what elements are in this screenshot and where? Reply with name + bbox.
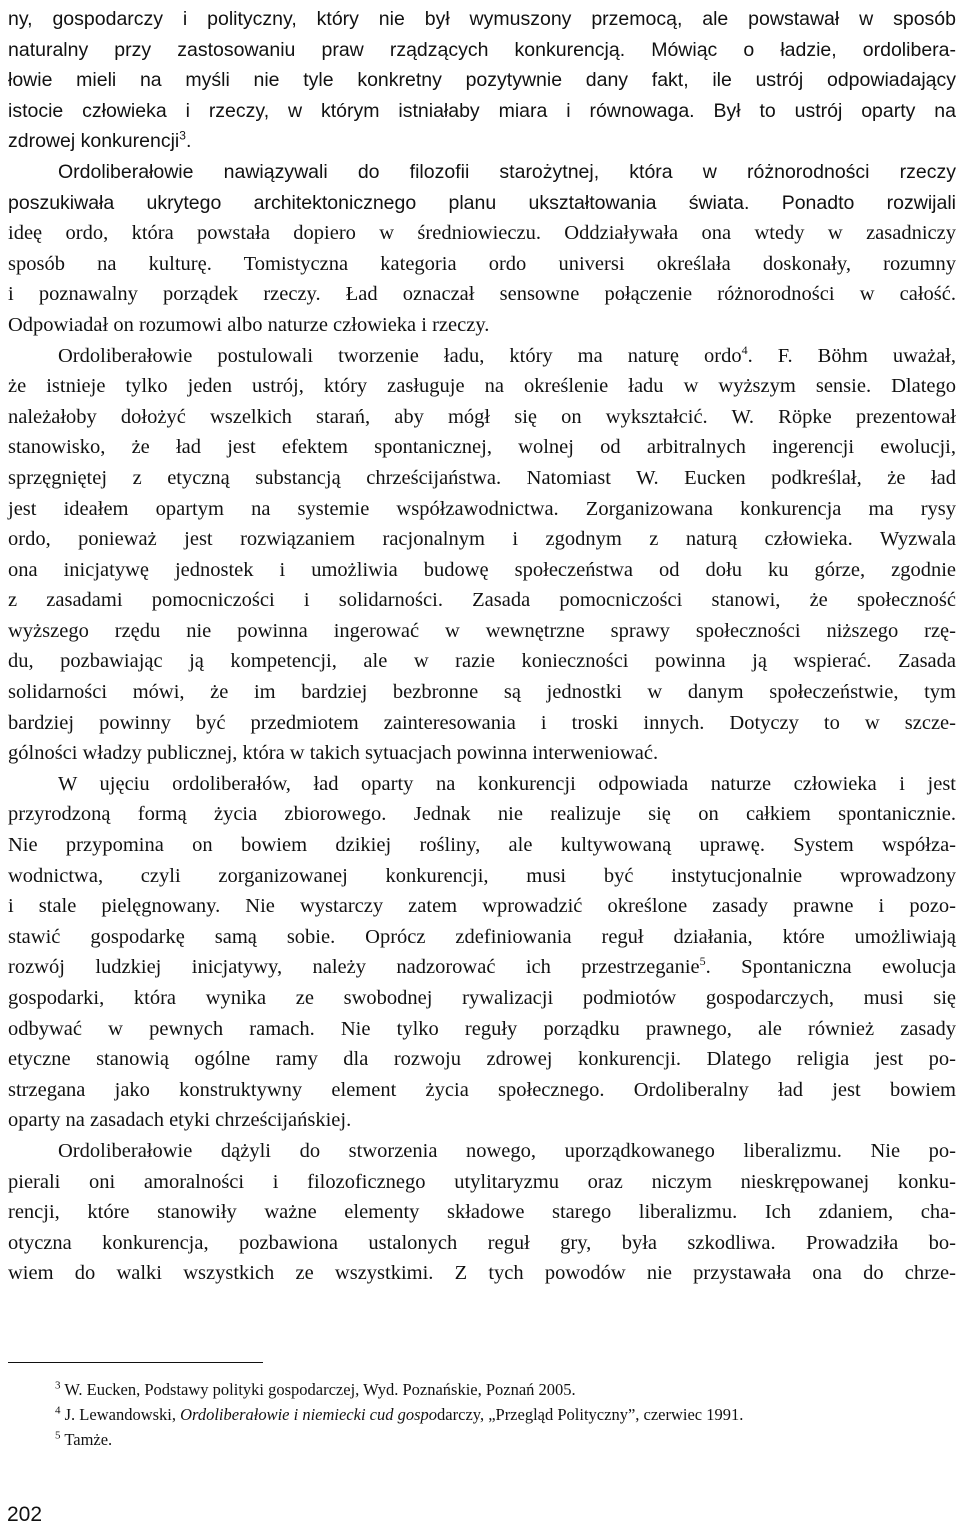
- text-line: ordo, ponieważ jest rozwiązaniem racjonalnym i zgodnym z naturą człowieka. Wyzwala: [8, 528, 956, 551]
- footnote-5: [55, 1427, 935, 1452]
- paragraph-start-line: Ordoliberałowie dążyli do stworzenia nowego, uporządkowanego liberalizmu. Nie po-: [58, 1139, 956, 1162]
- text-line: strzegana jako konstruktywny element życia społecznego. Ordoliberalny ład jest bowiem: [8, 1078, 956, 1101]
- text-segment: . Spontaniczna ewolucja: [705, 956, 957, 979]
- text-line: wiem do walki wszystkich ze wszystkimi. Z tych powodów nie przystawała ona do chrze-: [8, 1262, 956, 1285]
- text-line: [8, 952, 956, 983]
- text-line: gólności władzy publicznej, która w takich sytuacjach powinna interweniować.: [8, 742, 659, 765]
- text-line: przyrodzoną formą życia zbiorowego. Jednak nie realizuje się on całkiem spontanicznie.: [8, 803, 956, 826]
- text-line: z zasadami pomocniczości i solidarności. Zasada pomocniczości stanowi, że społeczność: [8, 589, 956, 612]
- footnote-3: [55, 1377, 935, 1402]
- footnote-ref-4: 4: [741, 342, 748, 357]
- footnotes: [55, 1377, 935, 1452]
- text-segment: . F. Böhm uważał,: [747, 344, 956, 367]
- text-segment: .: [185, 130, 192, 153]
- text-line: wyższego rzędu nie powinna ingerować w wewnętrzne sprawy społeczności niższego rzę-: [8, 619, 956, 642]
- text-line: ona inicjatywę jednostek i umożliwia budowę społeczeństwa od dołu ku górze, zgodnie: [8, 558, 956, 581]
- text-line: pierali oni amoralności i filozoficznego utylitaryzmu oraz niczym nieskrępowanej konku-: [8, 1170, 956, 1193]
- footnote-text: W. Eucken, Podstawy polityki gospodarczej, Wyd. Poznańskie, Poznań 2005.: [64, 1380, 576, 1399]
- text-line: rencji, które stanowiły ważne elementy składowe starego liberalizmu. Ich zdaniem, cha-: [8, 1201, 956, 1224]
- text-line: że istnieje tylko jeden ustrój, który zasługuje na określenie ładu w wyższym sensie. Dlatego: [8, 375, 956, 398]
- footnote-text: J. Lewandowski,: [64, 1405, 181, 1424]
- footnote-number: 5: [55, 1429, 61, 1442]
- text-line: etyczne stanowią ogólne ramy dla rozwoju zdrowej konkurencji. Dlatego religia jest po-: [8, 1048, 956, 1071]
- text-line: sposób na kulturę. Tomistyczna kategoria ordo universi określała doskonały, rozumny: [8, 252, 956, 275]
- footnote-ref-5: 5: [699, 954, 706, 969]
- text-line: gospodarki, która wynika ze swobodnej rywalizacji podmiotów gospodarczych, musi się: [8, 987, 956, 1009]
- paragraph-start-line: Ordoliberałowie nawiązywali do filozofii starożytnej, która w różnorodności rzeczy: [58, 160, 956, 183]
- text-segment: zdrowej konkurencji: [8, 130, 180, 153]
- footnote-ref-3: 3: [179, 128, 186, 143]
- text-line: stawić gospodarkę samą sobie. Oprócz zdefiniowania reguł działania, które umożliwiają: [8, 925, 956, 948]
- footnote-number: 4: [55, 1404, 61, 1417]
- text-line: otyczna konkurencja, pozbawiona ustalonych reguł gry, była szkodliwa. Prowadziła bo-: [8, 1231, 956, 1254]
- text-line: poszukiwała ukrytego architektonicznego planu ukształtowania świata. Ponadto rozwijali: [8, 191, 956, 214]
- footnote-text: darczy, „Przegląd Polityczny”, czerwiec 1991.: [437, 1405, 744, 1424]
- paragraph-start-line: W ujęciu ordoliberałów, ład oparty na konkurencji odpowiada naturze człowieka i jest: [58, 772, 956, 795]
- text-line: istocie człowieka i rzeczy, w którym istniałaby miara i równowaga. Był to ustrój oparty na: [8, 99, 956, 122]
- text-line: sprzęgniętej z etyczną substancją chrześcijaństwa. Natomiast W. Eucken podkreślał, że ład: [8, 466, 956, 489]
- footnote-italic-title: Ordoliberałowie i niemiecki cud gospo: [180, 1405, 438, 1424]
- footnote-number: 3: [55, 1379, 61, 1392]
- text-line: Nie przypomina on bowiem dzikiej rośliny, ale kultywowaną uprawę. System współza-: [8, 834, 956, 857]
- text-segment: Ordoliberałowie postulowali tworzenie ładu, który ma naturę ordo: [58, 344, 742, 367]
- text-line: należałoby dołożyć wszelkich starań, aby mógł się on wykształcić. W. Röpke prezentował: [8, 405, 956, 428]
- document-body: [8, 4, 956, 1289]
- text-line: łowie mieli na myśli nie tyle konkretny pozytywnie dany fakt, ile ustrój odpowiadający: [8, 69, 956, 92]
- text-line: i stale pielęgnowany. Nie wystarczy zatem wprowadzić określone zasady prawne i pozo-: [8, 895, 956, 918]
- page-number: 202: [7, 1503, 43, 1526]
- text-line: wodnictwa, czyli zorganizowanej konkurencji, musi być instytucjonalnie wprowadzony: [8, 864, 956, 887]
- footnote-text: Tamże.: [64, 1430, 113, 1449]
- text-line: [8, 126, 956, 157]
- text-line: stanowisko, że ład jest efektem spontanicznej, wolnej od arbitralnych ingerencji ewolucji,: [8, 436, 956, 459]
- text-segment: rozwój ludzkiej inicjatywy, należy nadzorować ich przestrzeganie: [8, 956, 700, 979]
- text-line: ny, gospodarczy i polityczny, który nie był wymuszony przemocą, ale powstawał w sposób: [8, 8, 956, 30]
- text-line: solidarności mówi, że im bardziej bezbronne są jednostki w danym społeczeństwie, tym: [8, 681, 956, 704]
- footnote-separator: [8, 1362, 263, 1363]
- text-line: bardziej powinny być przedmiotem zainteresowania i troski innych. Dotyczy to w szcze-: [8, 711, 956, 734]
- text-line: jest ideałem opartym na systemie współzawodnictwa. Zorganizowana konkurencja ma rysy: [8, 497, 956, 520]
- paragraph-start-line: [8, 341, 956, 372]
- text-line: naturalny przy zastosowaniu praw rządzących konkurencją. Mówiąc o ładzie, ordolibera-: [8, 38, 956, 61]
- text-line: odbywać w pewnych ramach. Nie tylko reguły porządku prawnego, ale również zasady: [8, 1017, 956, 1040]
- text-line: i poznawalny porządek rzeczy. Ład oznaczał sensowne połączenie różnorodności w całość.: [8, 283, 956, 306]
- text-line: Odpowiadał on rozumowi albo naturze człowieka i rzeczy.: [8, 313, 490, 336]
- text-line: ideę ordo, która powstała dopiero w średniowieczu. Oddziaływała ona wtedy w zasadniczy: [8, 222, 956, 245]
- text-line: du, pozbawiając ją kompetencji, ale w razie konieczności powinna ją wspierać. Zasada: [8, 650, 956, 673]
- footnote-4: [55, 1402, 935, 1427]
- text-line: oparty na zasadach etyki chrześcijańskiej.: [8, 1109, 352, 1132]
